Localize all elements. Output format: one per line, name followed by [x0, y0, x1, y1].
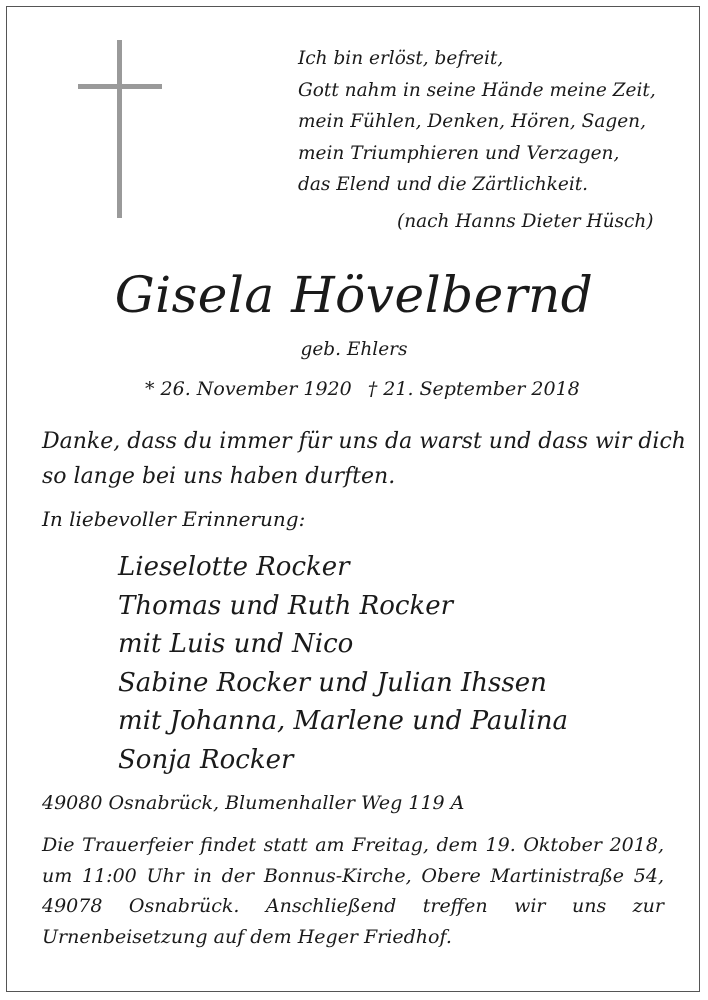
poem-line: das Elend und die Zärtlichkeit. — [298, 174, 589, 195]
thanks-text — [42, 424, 686, 494]
service-line: 49078 Osnabrück. Anschließend treffen wir uns zur — [42, 895, 664, 917]
memory-label: In liebevoller Erinnerung: — [42, 507, 306, 531]
family-member: Sonja Rocker — [118, 744, 294, 775]
service-line: Urnenbeisetzung auf dem Heger Friedhof. — [42, 925, 452, 948]
family-list — [118, 548, 568, 779]
poem-line: Ich bin erlöst, befreit, — [298, 48, 504, 69]
thanks-line: so lange bei uns haben durften. — [42, 464, 396, 489]
family-address: 49080 Osnabrück, Blumenhaller Weg 119 A — [42, 792, 465, 814]
poem-line: Gott nahm in seine Hände meine Zeit, — [298, 79, 656, 101]
family-member: mit Luis und Nico — [118, 629, 354, 659]
service-line: Die Trauerfeier findet statt am Freitag, dem 19. Oktober 2018, — [42, 834, 664, 856]
poem — [298, 43, 656, 201]
poem-source: (nach Hanns Dieter Hüsch) — [397, 211, 654, 232]
service-line: um 11:00 Uhr in der Bonnus-Kirche, Obere Martinistraße 54, — [42, 864, 664, 887]
maiden-name: geb. Ehlers — [300, 339, 408, 360]
family-member: Thomas und Ruth Rocker — [118, 590, 454, 621]
cross-horizontal-bar — [78, 84, 162, 89]
family-member: Lieselotte Rocker — [118, 552, 350, 582]
service-info — [42, 830, 664, 952]
family-member: mit Johanna, Marlene und Paulina — [118, 706, 569, 736]
deceased-name: Gisela Hövelbernd — [114, 266, 594, 324]
death-date: † 21. September 2018 — [367, 378, 580, 400]
family-member: Sabine Rocker und Julian Ihssen — [118, 667, 547, 698]
cross-vertical-bar — [117, 40, 122, 218]
life-dates — [145, 373, 580, 405]
poem-line: mein Fühlen, Denken, Hören, Sagen, — [298, 111, 646, 132]
thanks-line: Danke, dass du immer für uns da warst und dass wir dich — [42, 429, 686, 454]
poem-line: mein Triumphieren und Verzagen, — [298, 142, 620, 164]
birth-date: * 26. November 1920 — [145, 378, 352, 400]
